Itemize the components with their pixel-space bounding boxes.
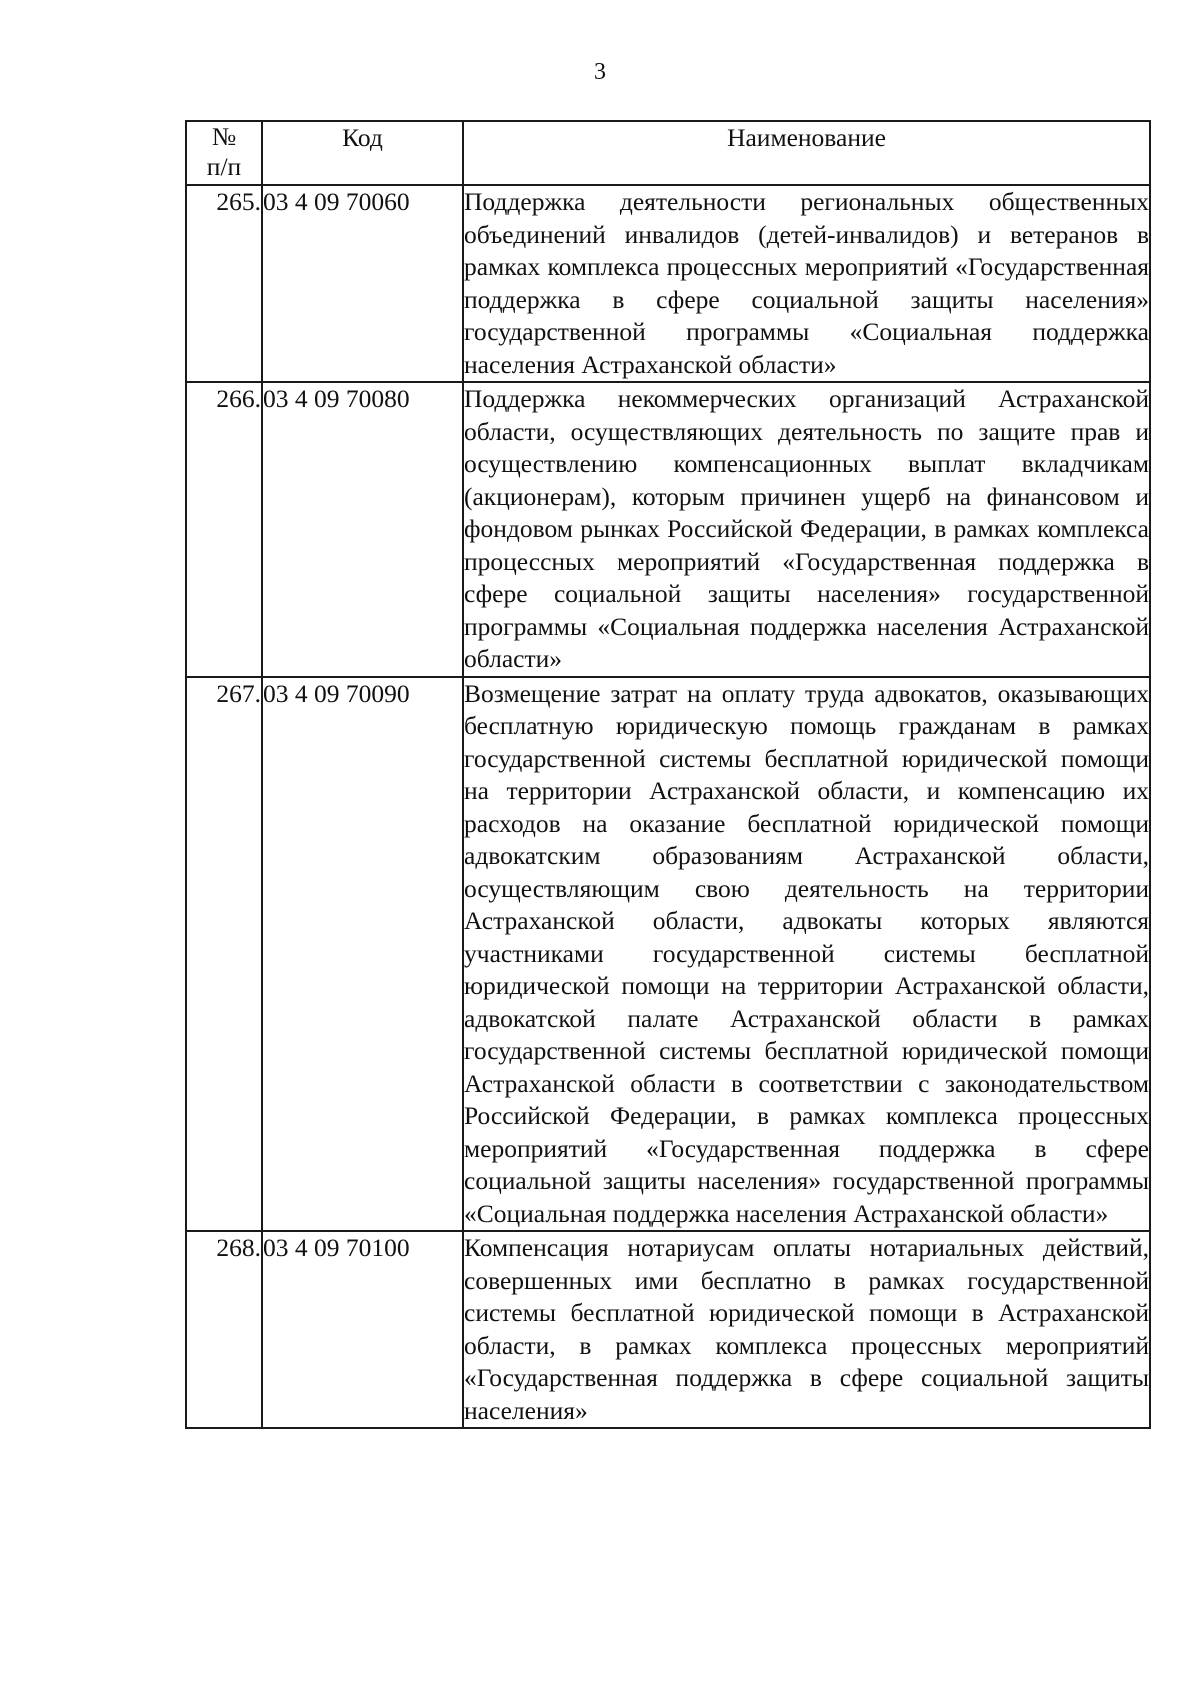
row-number: 266.	[186, 382, 262, 677]
row-number: 268.	[186, 1231, 262, 1428]
column-header-number	[186, 121, 262, 185]
row-name: Поддержка деятельности региональных общественных объединений инвалидов (детей-инвалидов) и ветеранов в рамках комплекса процессных мероприятий «Государственная поддержка в сфере социальной защиты населения» государственной программы «Социальная поддержка населения Астраханской области»	[463, 185, 1150, 382]
page-number: 3	[594, 59, 606, 85]
row-number: 265.	[186, 185, 262, 382]
column-header-name: Наименование	[463, 121, 1150, 185]
column-header-number-abbr: п/п	[206, 152, 242, 181]
header-row	[186, 121, 1150, 185]
table-row	[186, 382, 1150, 677]
row-code: 03 4 09 70100	[262, 1231, 463, 1428]
row-code: 03 4 09 70080	[262, 382, 463, 677]
column-header-code: Код	[262, 121, 463, 185]
row-code: 03 4 09 70060	[262, 185, 463, 382]
table-row	[186, 1231, 1150, 1428]
row-code: 03 4 09 70090	[262, 677, 463, 1232]
row-name: Возмещение затрат на оплату труда адвокатов, оказывающих бесплатную юридическую помощь гражданам в рамках государственной системы бесплатной юридической помощи на территории Астраханской области, и компенсацию их расходов на оказание бесплатной юридической помощи адвокатским образованиям Астраханской области, осуществляющим свою деятельность на территории Астраханской области, адвокаты которых являются участниками государственной системы бесплатной юридической помощи на территории Астраханской области, адвокатской палате Астраханской области в рамках государственной системы бесплатной юридической помощи Астраханской области в соответствии с законодательством Российской Федерации, в рамках комплекса процессных мероприятий «Государственная поддержка в сфере социальной защиты населения» государственной программы «Социальная поддержка населения Астраханской области»	[463, 677, 1150, 1232]
column-header-number-symbol: №	[211, 122, 237, 151]
budget-classification-table	[185, 120, 1151, 1429]
row-name: Компенсация нотариусам оплаты нотариальных действий, совершенных ими бесплатно в рамках государственной системы бесплатной юридической помощи в Астраханской области, в рамках комплекса процессных мероприятий «Государственная поддержка в сфере социальной защиты населения»	[463, 1231, 1150, 1428]
row-name: Поддержка некоммерческих организаций Астраханской области, осуществляющих деятельность по защите прав и осуществлению компенсационных выплат вкладчикам (акционерам), которым причинен ущерб на финансовом и фондовом рынках Российской Федерации, в рамках комплекса процессных мероприятий «Государственная поддержка в сфере социальной защиты населения» государственной программы «Социальная поддержка населения Астраханской области»	[463, 382, 1150, 677]
row-number: 267.	[186, 677, 262, 1232]
table-row	[186, 677, 1150, 1232]
table-header	[186, 121, 1150, 185]
table-body	[186, 185, 1150, 1428]
table-row	[186, 185, 1150, 382]
